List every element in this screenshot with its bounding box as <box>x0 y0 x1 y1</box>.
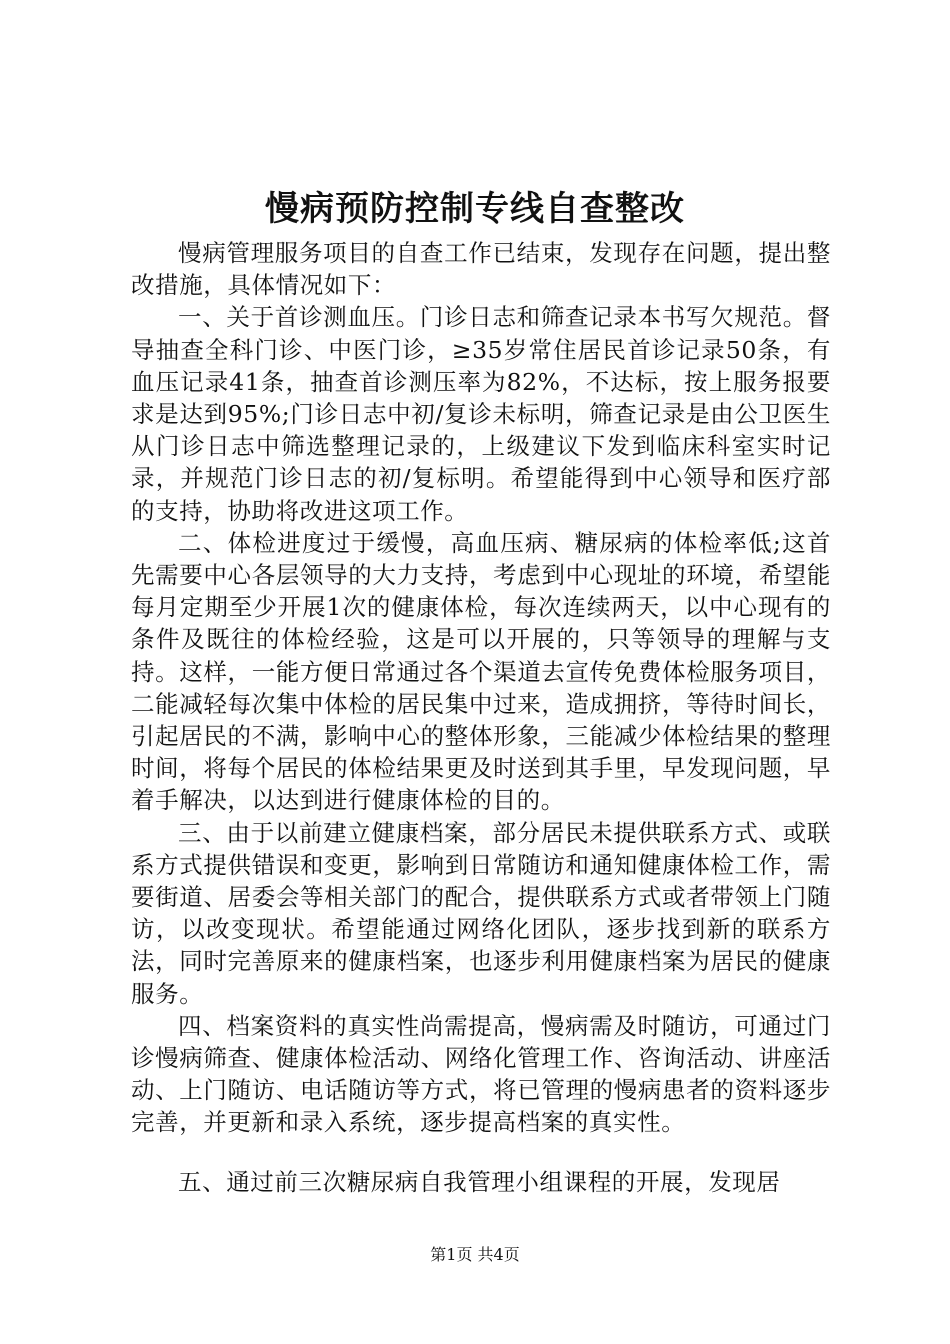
document-body <box>131 237 831 1198</box>
section-1-paragraph: 一、关于首诊测血压。门诊日志和筛查记录本书写欠规范。督导抽查全科门诊、中医门诊，≥35岁常住居民首诊记录50条，有血压记录41条，抽查首诊测压率为82%，不达标，按上服务报要求是达到95%;门诊日志中初/复诊未标明，筛查记录是由公卫医生从门诊日志中筛选整理记录的，上级建议下发到临床科室实时记录，并规范门诊日志的初/复标明。希望能得到中心领导和医疗部的支持，协助将改进这项工作。 <box>131 303 831 525</box>
section-3-paragraph: 三、由于以前建立健康档案，部分居民未提供联系方式、或联系方式提供错误和变更，影响到日常随访和通知健康体检工作，需要街道、居委会等相关部门的配合，提供联系方式或者带领上门随访，以改变现状。希望能通过网络化团队，逐步找到新的联系方法，同时完善原来的健康档案，也逐步利用健康档案为居民的健康服务。 <box>131 818 831 1008</box>
page-footer: 第1页 共4页 <box>430 1245 520 1264</box>
section-2-paragraph: 二、体检进度过于缓慢，高血压病、糖尿病的体检率低;这首先需要中心各层领导的大力支持，考虑到中心现址的环境，希望能每月定期至少开展1次的健康体检，每次连续两天，以中心现有的条件及既往的体检经验，这是可以开展的，只等领导的理解与支持。这样，一能方便日常通过各个渠道去宣传免费体检服务项目，二能减轻每次集中体检的居民集中过来，造成拥挤，等待时间长，引起居民的不满，影响中心的整体形象，三能减少体检结果的整理时间，将每个居民的体检结果更及时送到其手里，早发现问题，早着手解决，以达到进行健康体检的目的。 <box>131 528 831 815</box>
page-title: 慢病预防控制专线自查整改 <box>265 189 685 229</box>
section-5-paragraph: 五、通过前三次糖尿病自我管理小组课程的开展，发现居 <box>178 1167 781 1196</box>
section-4-paragraph: 四、档案资料的真实性尚需提高，慢病需及时随访，可通过门诊慢病筛查、健康体检活动、网络化管理工作、咨询活动、讲座活动、上门随访、电话随访等方式，将已管理的慢病患者的资料逐步完善，并更新和录入系统，逐步提高档案的真实性。 <box>131 1011 831 1137</box>
intro-paragraph: 慢病管理服务项目的自查工作已结束，发现存在问题，提出整改措施，具体情况如下： <box>131 239 831 300</box>
